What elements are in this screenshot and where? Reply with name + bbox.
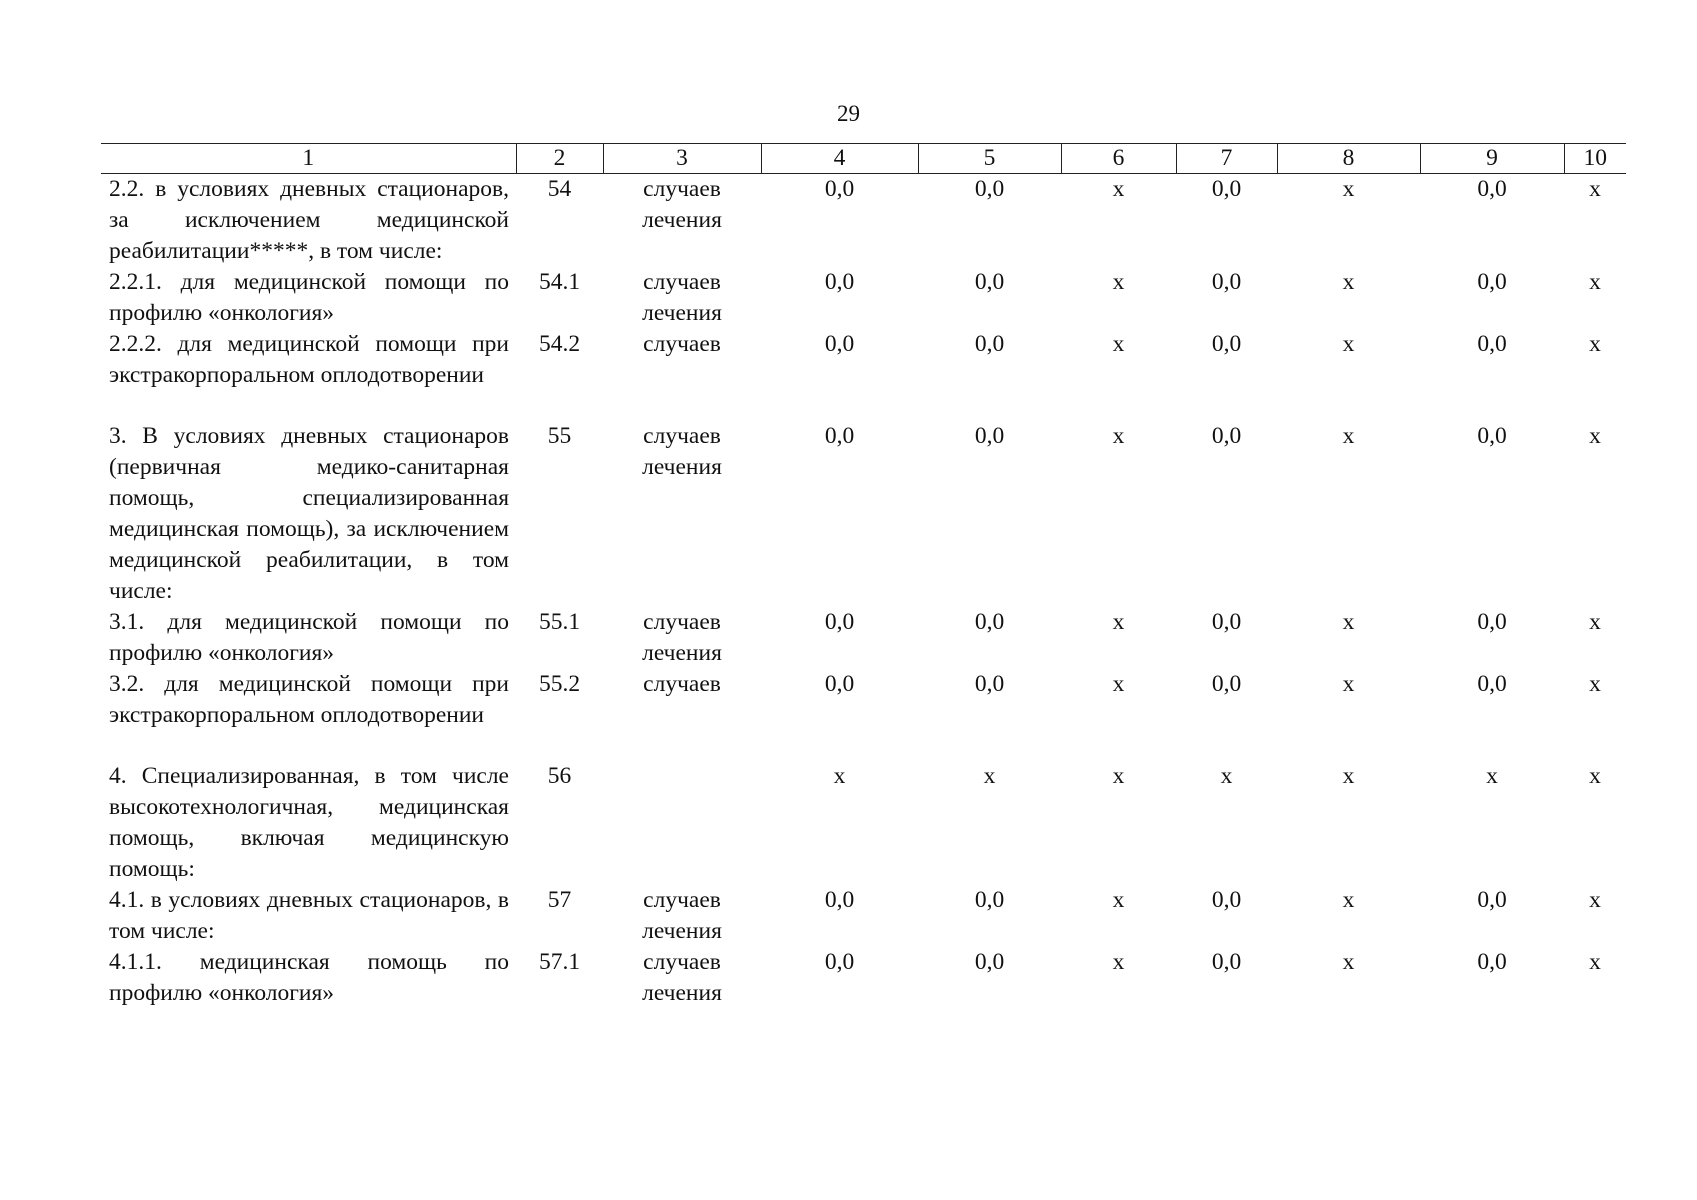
row-value-8: х xyxy=(1342,269,1355,295)
row-value-6: х xyxy=(1112,269,1125,295)
row-name: 4. Специализированная, в том числе высокотехнологичная, медицинская помощь, включая медицинскую помощь: xyxy=(109,763,509,882)
row-value-7: 0,0 xyxy=(1211,331,1242,357)
row-value-7: 0,0 xyxy=(1211,887,1242,913)
row-value-10: х xyxy=(1589,331,1601,357)
row-value-4: 0,0 xyxy=(824,887,855,913)
row-value-7: 0,0 xyxy=(1211,949,1242,975)
row-unit: случаев xyxy=(643,671,721,697)
row-code: 55.1 xyxy=(538,609,581,635)
row-value-6: х xyxy=(1112,671,1125,697)
row-value-4: 0,0 xyxy=(824,671,855,697)
row-unit: случаев лечения xyxy=(642,423,722,480)
row-value-8: х xyxy=(1342,671,1355,697)
column-header-7: 7 xyxy=(1176,144,1277,174)
table-row xyxy=(101,607,1626,669)
row-value-10: х xyxy=(1589,176,1601,202)
row-code: 57.1 xyxy=(538,949,581,975)
row-value-4: 0,0 xyxy=(824,423,855,449)
row-value-9: 0,0 xyxy=(1477,609,1507,635)
row-value-9: 0,0 xyxy=(1477,176,1507,202)
row-code: 57 xyxy=(547,887,572,913)
row-value-5: 0,0 xyxy=(974,331,1005,357)
row-value-8: х xyxy=(1342,887,1355,913)
row-value-6: х xyxy=(1112,763,1125,789)
row-name: 3. В условиях дневных стационаров (первичная медико-санитарная помощь, специализированная медицинская помощь), за исключением медицинской реабилитации, в том числе: xyxy=(109,423,509,604)
data-table xyxy=(101,143,1626,1009)
row-value-5: 0,0 xyxy=(974,949,1005,975)
table-row xyxy=(101,267,1626,329)
row-name: 4.1.1. медицинская помощь по профилю «онкология» xyxy=(109,949,509,1006)
row-value-4: 0,0 xyxy=(824,949,855,975)
row-value-4: 0,0 xyxy=(824,331,855,357)
row-code: 55.2 xyxy=(538,671,581,697)
row-value-10: х xyxy=(1589,763,1601,789)
row-name: 2.2. в условиях дневных стационаров, за исключением медицинской реабилитации*****, в том числе: xyxy=(109,176,509,264)
row-value-7: 0,0 xyxy=(1211,609,1242,635)
column-header-4: 4 xyxy=(761,144,918,174)
row-name: 2.2.2. для медицинской помощи при экстракорпоральном оплодотворении xyxy=(109,331,509,388)
row-value-10: х xyxy=(1589,949,1601,975)
row-name: 3.2. для медицинской помощи при экстракорпоральном оплодотворении xyxy=(109,671,509,728)
table-row xyxy=(101,947,1626,1009)
row-value-6: х xyxy=(1112,423,1125,449)
row-unit: случаев лечения xyxy=(642,176,722,233)
column-header-10: 10 xyxy=(1564,144,1626,174)
row-value-5: 0,0 xyxy=(974,671,1005,697)
row-value-5: х xyxy=(983,763,996,789)
row-value-8: х xyxy=(1342,331,1355,357)
row-value-7: х xyxy=(1220,763,1233,789)
row-value-8: х xyxy=(1342,609,1355,635)
column-header-6: 6 xyxy=(1061,144,1176,174)
column-header-1: 1 xyxy=(101,144,516,174)
row-value-5: 0,0 xyxy=(974,609,1005,635)
row-value-9: 0,0 xyxy=(1477,671,1507,697)
row-value-5: 0,0 xyxy=(974,887,1005,913)
page-number: 29 xyxy=(837,101,860,126)
row-value-9: 0,0 xyxy=(1477,269,1507,295)
row-name: 2.2.1. для медицинской помощи по профилю «онкология» xyxy=(109,269,509,326)
table-row xyxy=(101,669,1626,761)
row-code: 54.1 xyxy=(538,269,581,295)
row-value-8: х xyxy=(1342,176,1355,202)
row-code: 54.2 xyxy=(538,331,581,357)
row-unit: случаев лечения xyxy=(642,269,722,326)
row-value-6: х xyxy=(1112,887,1125,913)
row-unit: случаев лечения xyxy=(642,949,722,1006)
row-value-6: х xyxy=(1112,949,1125,975)
row-value-10: х xyxy=(1589,887,1601,913)
row-value-8: х xyxy=(1342,423,1355,449)
row-value-9: 0,0 xyxy=(1477,887,1507,913)
table-row xyxy=(101,761,1626,885)
row-value-6: х xyxy=(1112,176,1125,202)
column-header-2: 2 xyxy=(516,144,603,174)
row-value-10: х xyxy=(1589,671,1601,697)
table-row xyxy=(101,885,1626,947)
row-value-9: 0,0 xyxy=(1477,423,1507,449)
row-value-5: 0,0 xyxy=(974,423,1005,449)
row-value-4: 0,0 xyxy=(824,176,855,202)
row-value-9: 0,0 xyxy=(1477,331,1507,357)
row-value-4: 0,0 xyxy=(824,609,855,635)
table-row xyxy=(101,421,1626,607)
row-value-9: х xyxy=(1486,763,1498,789)
row-unit: случаев лечения xyxy=(642,887,722,944)
row-value-9: 0,0 xyxy=(1477,949,1507,975)
row-name: 4.1. в условиях дневных стационаров, в том числе: xyxy=(109,887,509,944)
column-header-3: 3 xyxy=(603,144,761,174)
row-unit: случаев лечения xyxy=(642,609,722,666)
header-row xyxy=(101,144,1626,174)
row-code: 55 xyxy=(547,423,572,449)
row-value-7: 0,0 xyxy=(1211,176,1242,202)
row-unit xyxy=(603,761,761,885)
row-value-8: х xyxy=(1342,763,1355,789)
row-code: 54 xyxy=(547,176,572,202)
row-code: 56 xyxy=(547,763,572,789)
row-value-6: х xyxy=(1112,609,1125,635)
row-value-5: 0,0 xyxy=(974,269,1005,295)
column-header-5: 5 xyxy=(918,144,1061,174)
column-header-8: 8 xyxy=(1277,144,1420,174)
row-value-8: х xyxy=(1342,949,1355,975)
row-value-4: 0,0 xyxy=(824,269,855,295)
row-name: 3.1. для медицинской помощи по профилю «онкология» xyxy=(109,609,509,666)
table-row xyxy=(101,329,1626,421)
row-unit: случаев xyxy=(643,331,721,357)
row-value-7: 0,0 xyxy=(1211,671,1242,697)
row-value-10: х xyxy=(1589,423,1601,449)
row-value-6: х xyxy=(1112,331,1125,357)
row-value-10: х xyxy=(1589,269,1601,295)
row-value-4: х xyxy=(833,763,846,789)
row-value-5: 0,0 xyxy=(974,176,1005,202)
column-header-9: 9 xyxy=(1420,144,1564,174)
row-value-7: 0,0 xyxy=(1211,423,1242,449)
row-value-7: 0,0 xyxy=(1211,269,1242,295)
row-value-10: х xyxy=(1589,609,1601,635)
table-row xyxy=(101,174,1626,268)
